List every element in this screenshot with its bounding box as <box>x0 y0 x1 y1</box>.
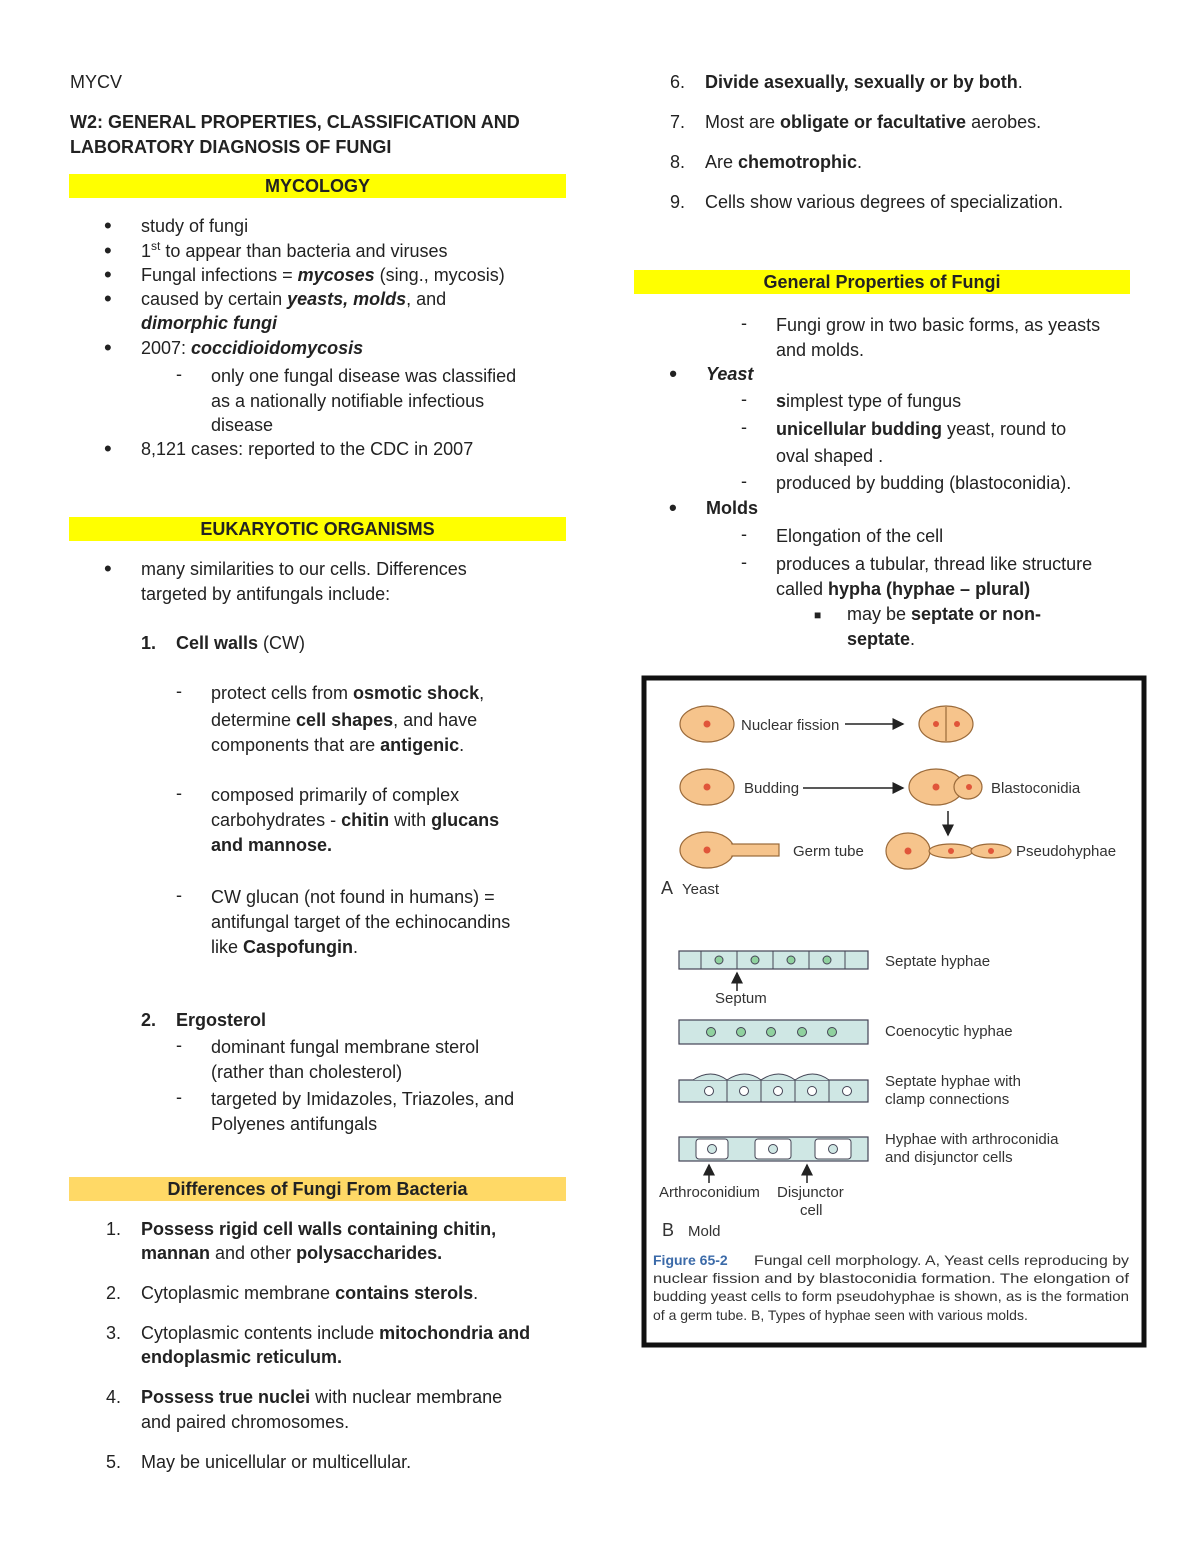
diff-7-number: 7. <box>670 112 686 132</box>
er2-l1: targeted by Imidazoles, Triazoles, and <box>211 1089 515 1109</box>
dash-marker: - <box>176 783 182 803</box>
mycology-bullet-4-cont: dimorphic fungi <box>141 313 277 333</box>
cw2-l2: carbohydrates - chitin with glucans <box>211 810 500 830</box>
molds-heading: • Molds <box>706 496 758 520</box>
diff-1-l2: mannan and other polysaccharides. <box>141 1243 443 1263</box>
diff-4-number: 4. <box>106 1387 122 1407</box>
dash-marker: - <box>741 389 747 409</box>
item2-title: Ergosterol <box>176 1010 267 1030</box>
diff-6-number: 6. <box>670 72 686 92</box>
disjunctor-label-l2: cell <box>800 1202 823 1219</box>
mycology-sub-1-l3: disease <box>211 415 274 435</box>
caption-figure-number: Figure 65-2 <box>653 1252 728 1268</box>
molds-sub-l2: septate. <box>847 629 916 649</box>
diff-9: Cells show various degrees of specialization. <box>705 192 1064 212</box>
nucleus <box>704 721 711 728</box>
coenocytic-label: Coenocytic hyphae <box>885 1023 1013 1040</box>
yeast-point-2-l1: unicellular budding yeast, round to <box>776 419 1067 439</box>
panel-a-letter: A <box>661 878 674 898</box>
disjunctor-label-l1: Disjunctor <box>777 1184 844 1201</box>
cw2-l3: and mannose. <box>211 835 333 855</box>
arthroconidium-label: Arthroconidium <box>659 1184 760 1201</box>
cw3-l2: antifungal target of the echinocandins <box>211 912 511 932</box>
dash-marker: - <box>176 364 182 384</box>
dash-marker: - <box>176 885 182 905</box>
panel-a-label: Yeast <box>682 881 719 898</box>
cw3-l3: like Caspofungin. <box>211 937 359 957</box>
yeast-point-2-l2: oval shaped . <box>776 446 884 466</box>
cw1-l1: protect cells from osmotic shock, <box>211 683 485 703</box>
eukaryotic-intro-l2: targeted by antifungals include: <box>141 584 391 604</box>
pseudohyphae-label: Pseudohyphae <box>1016 843 1117 860</box>
panel-b-letter: B <box>662 1220 675 1240</box>
germ-tube <box>731 844 779 856</box>
nuclear-fission-label: Nuclear fission <box>741 717 840 734</box>
dash-marker: - <box>741 471 747 491</box>
doc-title-line1: W2: GENERAL PROPERTIES, CLASSIFICATION AND <box>70 112 520 132</box>
cw1-l3: components that are antigenic. <box>211 735 465 755</box>
dash-marker: - <box>741 313 747 333</box>
er2-l2: Polyenes antifungals <box>211 1114 378 1134</box>
er1-l1: dominant fungal membrane sterol <box>211 1037 480 1057</box>
figure-svg <box>641 675 1147 1348</box>
dash-marker: - <box>741 417 747 437</box>
diff-2-number: 2. <box>106 1283 122 1303</box>
diff-7: Most are obligate or facultative aerobes. <box>705 112 1042 132</box>
item1-number: 1. <box>141 633 157 653</box>
mycology-sub-1-l2: as a nationally notifiable infectious <box>211 391 485 411</box>
diff-5-number: 5. <box>106 1452 122 1472</box>
doc-title-line2: LABORATORY DIAGNOSIS OF FUNGI <box>70 137 392 157</box>
caption-line-2: nuclear fission and by blastoconidia formation. The elongation of <box>653 1270 1130 1286</box>
cw1-l2: determine cell shapes, and have <box>211 710 478 730</box>
cw3-l1: CW glucan (not found in humans) = <box>211 887 495 907</box>
molds-point-1: Elongation of the cell <box>776 526 944 546</box>
diff-5: May be unicellular or multicellular. <box>141 1452 412 1472</box>
cw2-l1: composed primarily of complex <box>211 785 460 805</box>
mycology-header: MYCOLOGY <box>69 174 566 198</box>
clamp-label-l2: clamp connections <box>885 1091 1010 1108</box>
clamp-label-l1: Septate hyphae with <box>885 1073 1021 1090</box>
er1-l2: (rather than cholesterol) <box>211 1062 403 1082</box>
septate-hyphae-label: Septate hyphae <box>885 953 991 970</box>
mycology-bullet-4: • caused by certain yeasts, molds, and <box>141 287 446 311</box>
arthro-label-l2: and disjunctor cells <box>885 1149 1013 1166</box>
differences-header: Differences of Fungi From Bacteria <box>69 1177 566 1201</box>
diff-1-l1: Possess rigid cell walls containing chitin, <box>141 1219 497 1239</box>
mycology-bullet-3: • Fungal infections = mycoses (sing., mycosis) <box>141 263 505 287</box>
dash-marker: - <box>741 524 747 544</box>
molds-sub-l1: may be septate or non- <box>847 604 1042 624</box>
diff-2: Cytoplasmic membrane contains sterols. <box>141 1283 479 1303</box>
blastoconidia-label: Blastoconidia <box>991 780 1081 797</box>
yeast-heading: • Yeast <box>706 362 753 386</box>
dash-marker: - <box>176 1087 182 1107</box>
dash-marker: - <box>741 552 747 572</box>
budding-label: Budding <box>744 780 800 797</box>
yeast-point-1: simplest type of fungus <box>776 391 962 411</box>
dash-marker: - <box>176 681 182 701</box>
item2-number: 2. <box>141 1010 157 1030</box>
diff-3-number: 3. <box>106 1323 122 1343</box>
caption-line-4: of a germ tube. B, Types of hyphae seen with various molds. <box>653 1307 1028 1323</box>
caption-line-1: Fungal cell morphology. A, Yeast cells reproducing by <box>754 1252 1129 1268</box>
dash-marker: - <box>176 1035 182 1055</box>
item1-title: Cell walls (CW) <box>176 633 306 653</box>
fungal-morphology-figure <box>641 675 1147 1348</box>
mycology-bullet-5: • 2007: coccidioidomycosis <box>141 336 363 360</box>
mycology-sub-1-l1: only one fungal disease was classified <box>211 366 517 386</box>
diff-6: Divide asexually, sexually or by both. <box>705 72 1023 92</box>
panel-b-label: Mold <box>688 1223 721 1240</box>
arthro-label-l1: Hyphae with arthroconidia <box>885 1131 1059 1148</box>
general-intro-l1: Fungi grow in two basic forms, as yeasts <box>776 315 1101 335</box>
molds-point-2-l2: called hypha (hyphae – plural) <box>776 579 1031 599</box>
diff-8: Are chemotrophic. <box>705 152 863 172</box>
yeast-point-3: produced by budding (blastoconidia). <box>776 473 1072 493</box>
germ-tube-label: Germ tube <box>793 843 864 860</box>
course-code: MYCV <box>70 72 123 92</box>
general-properties-header: General Properties of Fungi <box>634 270 1130 294</box>
molds-point-2-l1: produces a tubular, thread like structure <box>776 554 1093 574</box>
diff-3-l2: endoplasmic reticulum. <box>141 1347 343 1367</box>
eukaryotic-header: EUKARYOTIC ORGANISMS <box>69 517 566 541</box>
diff-9-number: 9. <box>670 192 686 212</box>
mycology-bullet-1: • study of fungi <box>141 214 248 238</box>
mycology-bullet-6: • 8,121 cases: reported to the CDC in 2007 <box>141 437 473 461</box>
diff-8-number: 8. <box>670 152 686 172</box>
septum-label: Septum <box>715 990 767 1007</box>
diff-4-l1: Possess true nuclei with nuclear membrane <box>141 1387 503 1407</box>
diff-4-l2: and paired chromosomes. <box>141 1412 350 1432</box>
eukaryotic-intro-l1: • many similarities to our cells. Differences <box>141 557 467 581</box>
diff-1-number: 1. <box>106 1219 122 1239</box>
square-bullet-marker: ■ <box>814 608 822 622</box>
diff-3-l1: Cytoplasmic contents include mitochondria and <box>141 1323 531 1343</box>
caption-line-3: budding yeast cells to form pseudohyphae is shown, as is the formation <box>653 1288 1129 1304</box>
mycology-bullet-2: • 1st to appear than bacteria and viruses <box>141 239 448 263</box>
general-intro-l2: and molds. <box>776 340 865 360</box>
